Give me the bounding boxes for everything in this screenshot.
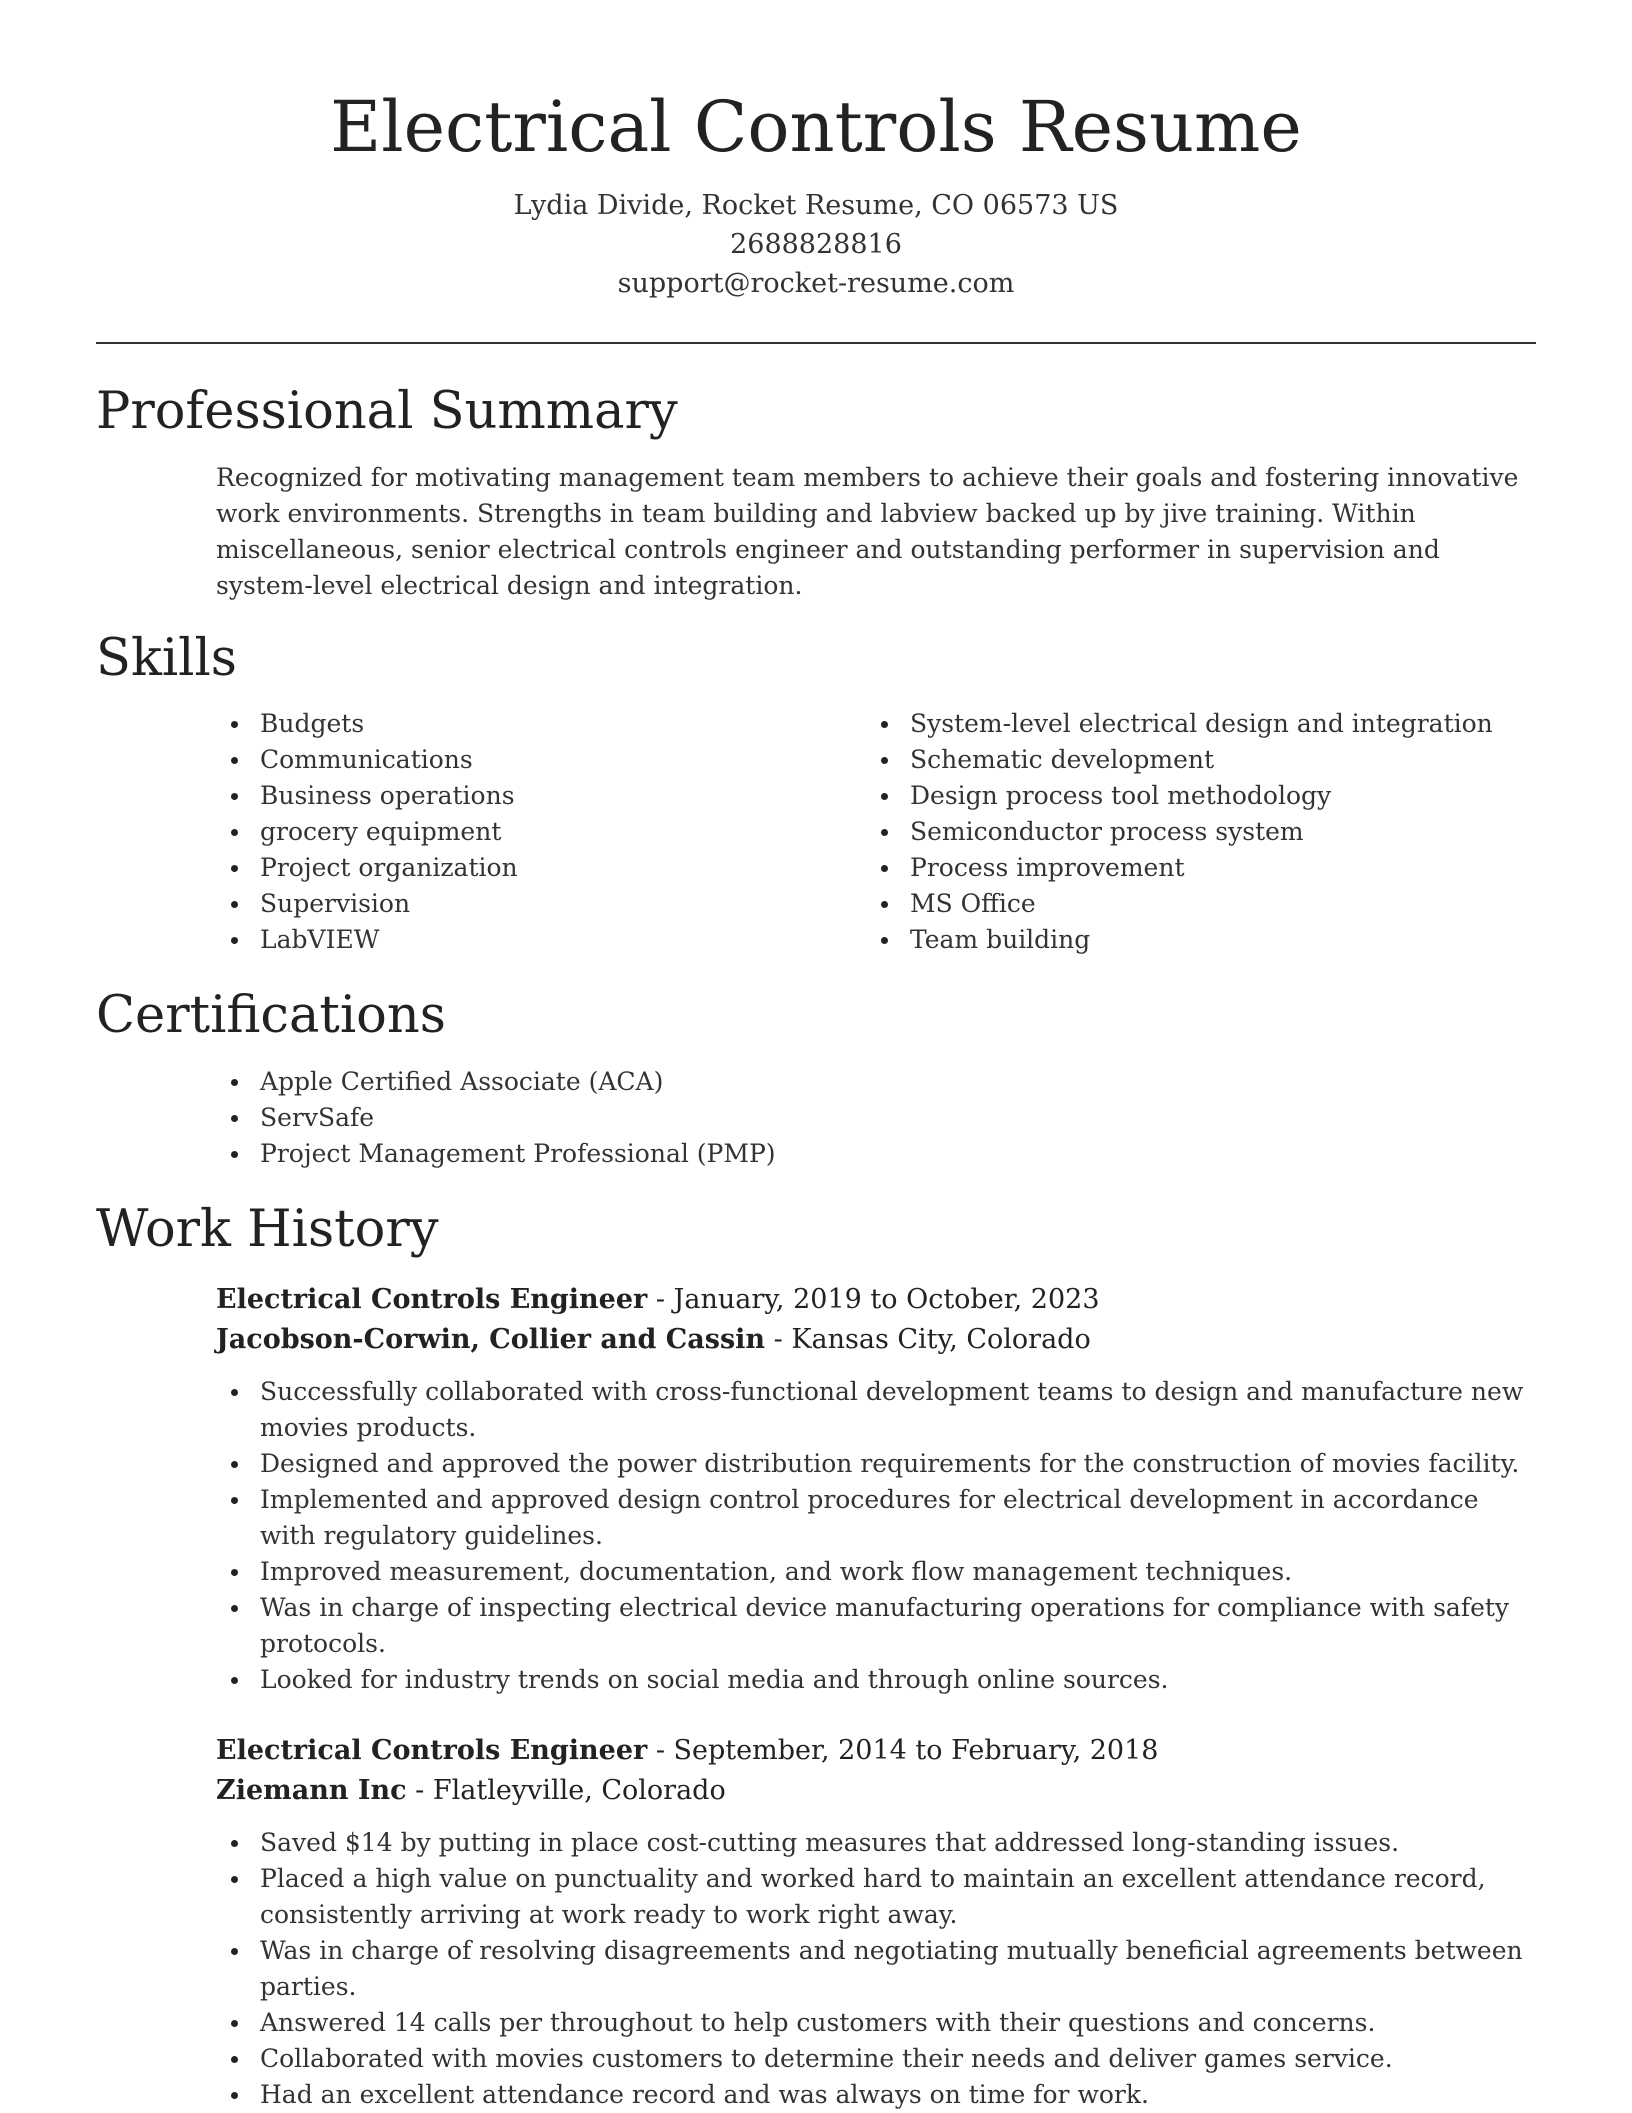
skills-list-right — [866, 706, 1516, 958]
skill-item: Process improvement — [866, 850, 1516, 886]
summary-text: Recognized for motivating management team members to achieve their goals and fostering innovative work environments. Strengths in team building and labview backed up by jive training. Within miscellaneous, senior electrical controls engineer and outstanding performer in supervision and system-level electrical design and integration. — [216, 463, 1519, 600]
skill-item: grocery equipment — [216, 814, 866, 850]
certifications-list — [216, 1064, 1538, 1172]
job-location: Flatleyville, Colorado — [432, 1775, 726, 1806]
job-bullet: Implemented and approved design control procedures for electrical development in accordance with regulatory guidelines. — [216, 1482, 1538, 1554]
skill-item: MS Office — [866, 886, 1516, 922]
summary-heading: Professional Summary — [96, 382, 678, 441]
page-title: Electrical Controls Resume — [330, 86, 1302, 168]
skill-item: Project organization — [216, 850, 866, 886]
job-bullet: Successfully collaborated with cross-functional development teams to design and manufacture new movies products. — [216, 1374, 1538, 1446]
certifications-heading: Certifications — [96, 986, 446, 1045]
job-separator: - — [647, 1735, 674, 1766]
resume-header — [0, 82, 1632, 303]
job-bullet: Designed and approved the power distribution requirements for the construction of movies facility. — [216, 1446, 1538, 1482]
job-title: Electrical Controls Engineer — [216, 1284, 648, 1315]
skill-item: Supervision — [216, 886, 866, 922]
job-title-line — [216, 1280, 1536, 1320]
job-bullet: Saved $14 by putting in place cost-cutting measures that addressed long-standing issues. — [216, 1825, 1538, 1861]
certification-item: Project Management Professional (PMP) — [216, 1136, 1538, 1172]
job-separator: - — [647, 1284, 674, 1315]
header-divider — [96, 342, 1536, 344]
certification-item: Apple Certified Associate (ACA) — [216, 1064, 1538, 1100]
job-company-line — [216, 1771, 1536, 1811]
contact-block — [0, 186, 1632, 303]
job-company: Jacobson-Corwin, Collier and Cassin — [216, 1324, 766, 1355]
job-dates: January, 2019 to October, 2023 — [673, 1284, 1100, 1315]
skill-item: Business operations — [216, 778, 866, 814]
job-dates: September, 2014 to February, 2018 — [673, 1735, 1159, 1766]
certification-item: ServSafe — [216, 1100, 1538, 1136]
job-bullet: Looked for industry trends on social media and through online sources. — [216, 1662, 1538, 1698]
job-company: Ziemann Inc — [216, 1775, 407, 1806]
job-bullet: Had an excellent attendance record and was always on time for work. — [216, 2077, 1538, 2113]
skill-item: LabVIEW — [216, 922, 866, 958]
job-separator: - — [765, 1324, 792, 1355]
contact-email: support@rocket-resume.com — [617, 268, 1015, 299]
job-company-line — [216, 1320, 1536, 1360]
skill-item: Schematic development — [866, 742, 1516, 778]
skill-item: System-level electrical design and integration — [866, 706, 1516, 742]
job-separator: - — [406, 1775, 433, 1806]
skills-heading: Skills — [96, 629, 237, 688]
skills-list-left — [216, 706, 866, 958]
job-bullet: Was in charge of inspecting electrical device manufacturing operations for compliance with safety protocols. — [216, 1590, 1538, 1662]
skill-item: Communications — [216, 742, 866, 778]
work-history-heading: Work History — [96, 1200, 439, 1259]
job-bullet: Collaborated with movies customers to determine their needs and deliver games service. — [216, 2041, 1538, 2077]
job-bullet: Placed a high value on punctuality and worked hard to maintain an excellent attendance record, consistently arriving at work ready to work right away. — [216, 1861, 1538, 1933]
job-title-line — [216, 1731, 1536, 1771]
skill-item: Team building — [866, 922, 1516, 958]
skill-item: Semiconductor process system — [866, 814, 1516, 850]
job-bullets — [216, 1374, 1538, 1698]
job-bullet: Was in charge of resolving disagreements and negotiating mutually beneficial agreements between parties. — [216, 1933, 1538, 2005]
job-bullet: Improved measurement, documentation, and work flow management techniques. — [216, 1554, 1538, 1590]
job-bullets — [216, 1825, 1538, 2113]
skill-item: Budgets — [216, 706, 866, 742]
job-location: Kansas City, Colorado — [791, 1324, 1091, 1355]
skill-item: Design process tool methodology — [866, 778, 1516, 814]
job-title: Electrical Controls Engineer — [216, 1735, 648, 1766]
contact-address: Lydia Divide, Rocket Resume, CO 06573 US — [513, 190, 1119, 221]
job-bullet: Answered 14 calls per throughout to help customers with their questions and concerns. — [216, 2005, 1538, 2041]
contact-phone: 2688828816 — [730, 229, 902, 260]
